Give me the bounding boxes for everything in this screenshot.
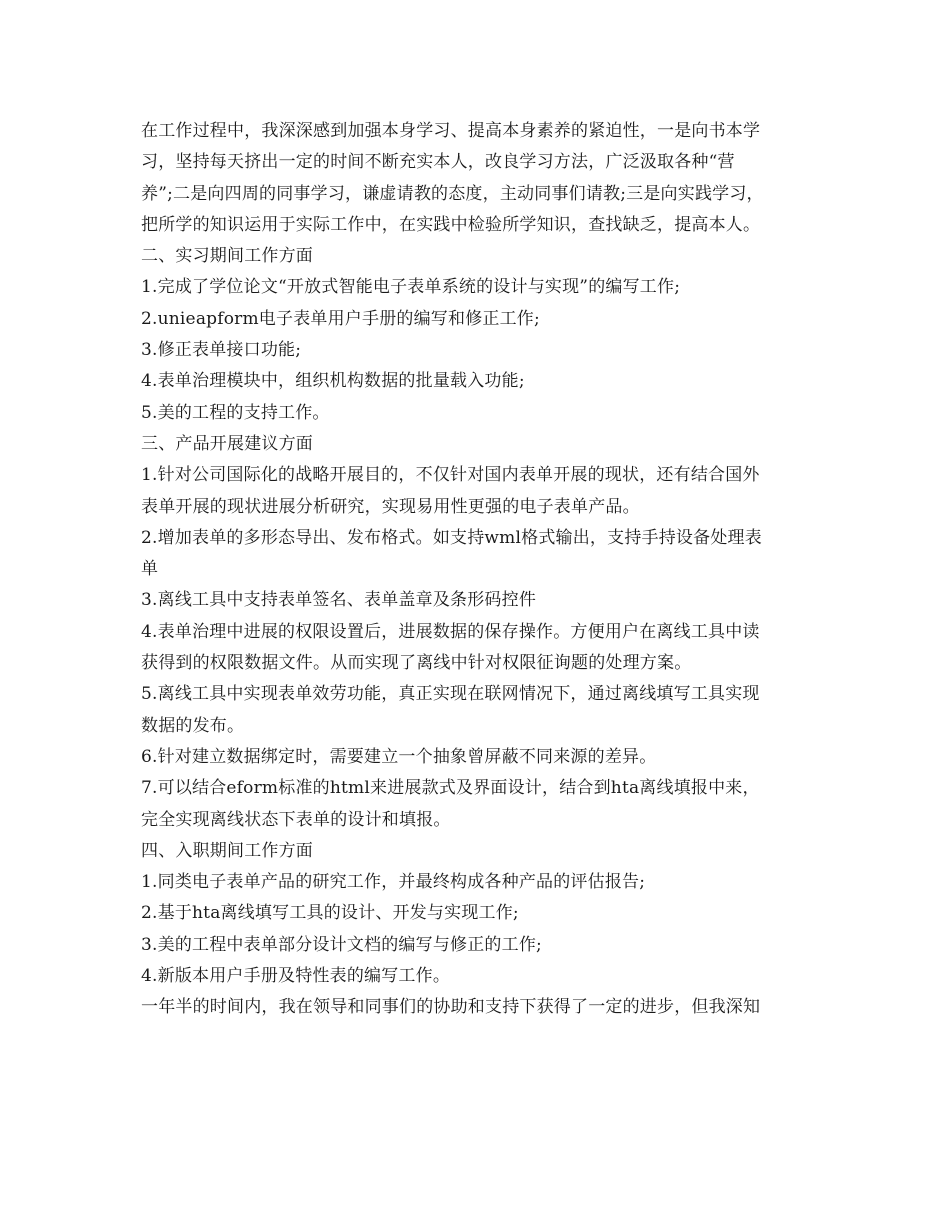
list-item: 5.美的工程的支持工作。: [141, 402, 330, 423]
list-item: 7.可以结合eform标准的html来进展款式及界面设计，结合到hta离线填报中来，: [141, 778, 760, 799]
document-body: [141, 116, 831, 1024]
section-heading-employment: 四、入职期间工作方面: [141, 840, 313, 861]
list-item: 3.美的工程中表单部分设计文档的编写与修正的工作;: [141, 934, 542, 955]
list-item: 3.离线工具中支持表单签名、表单盖章及条形码控件: [141, 590, 537, 611]
paragraph-line: 把所学的知识运用于实际工作中，在实践中检验所学知识，查找缺乏，提高本人。: [141, 214, 761, 235]
list-item: 4.表单治理中进展的权限设置后，进展数据的保存操作。方便用户在离线工具中读: [141, 621, 760, 642]
paragraph-line: 养”;二是向四周的同事学习，谦虚请教的态度，主动同事们请教;三是向实践学习，: [141, 183, 764, 204]
list-item: 6.针对建立数据绑定时，需要建立一个抽象曾屏蔽不同来源的差异。: [141, 746, 657, 767]
list-item: 2.unieapform电子表单用户手册的编写和修正工作;: [141, 308, 540, 329]
paragraph-line: 在工作过程中，我深深感到加强本身学习、提高本身素养的紧迫性，一是向书本学: [141, 121, 761, 141]
section-heading-product-suggestions: 三、产品开展建议方面: [141, 433, 313, 454]
list-item: 1.针对公司国际化的战略开展目的，不仅针对国内表单开展的现状，还有结合国外: [141, 465, 760, 486]
paragraph-line: 一年半的时间内，我在领导和同事们的协助和支持下获得了一定的进步，但我深知: [141, 997, 761, 1018]
list-item-continuation: 单: [141, 559, 159, 580]
list-item: 2.增加表单的多形态导出、发布格式。如支持wml格式输出，支持手持设备处理表: [141, 527, 762, 548]
list-item: 1.完成了学位论文“开放式智能电子表单系统的设计与实现”的编写工作;: [141, 277, 681, 298]
list-item: 4.新版本用户手册及特性表的编写工作。: [141, 966, 451, 987]
list-item: 2.基于hta离线填写工具的设计、开发与实现工作;: [141, 903, 519, 924]
section-heading-internship: 二、实习期间工作方面: [141, 246, 313, 267]
list-item: 5.离线工具中实现表单效劳功能，真正实现在联网情况下，通过离线填写工具实现: [141, 684, 760, 705]
list-item-continuation: 表单开展的现状进展分析研究，实现易用性更强的电子表单产品。: [141, 496, 640, 517]
list-item-continuation: 获得到的权限数据文件。从而实现了离线中针对权限征询题的处理方案。: [141, 653, 692, 674]
list-item: 1.同类电子表单产品的研究工作，并最终构成各种产品的评估报告;: [141, 872, 646, 893]
list-item-continuation: 完全实现离线状态下表单的设计和填报。: [141, 809, 451, 830]
list-item: 4.表单治理模块中，组织机构数据的批量载入功能;: [141, 371, 525, 392]
paragraph-line: 习，坚持每天挤出一定的时间不断充实本人，改良学习方法，广泛汲取各种“营: [141, 152, 735, 173]
list-item: 3.修正表单接口功能;: [141, 340, 302, 361]
list-item-continuation: 数据的发布。: [141, 715, 245, 736]
